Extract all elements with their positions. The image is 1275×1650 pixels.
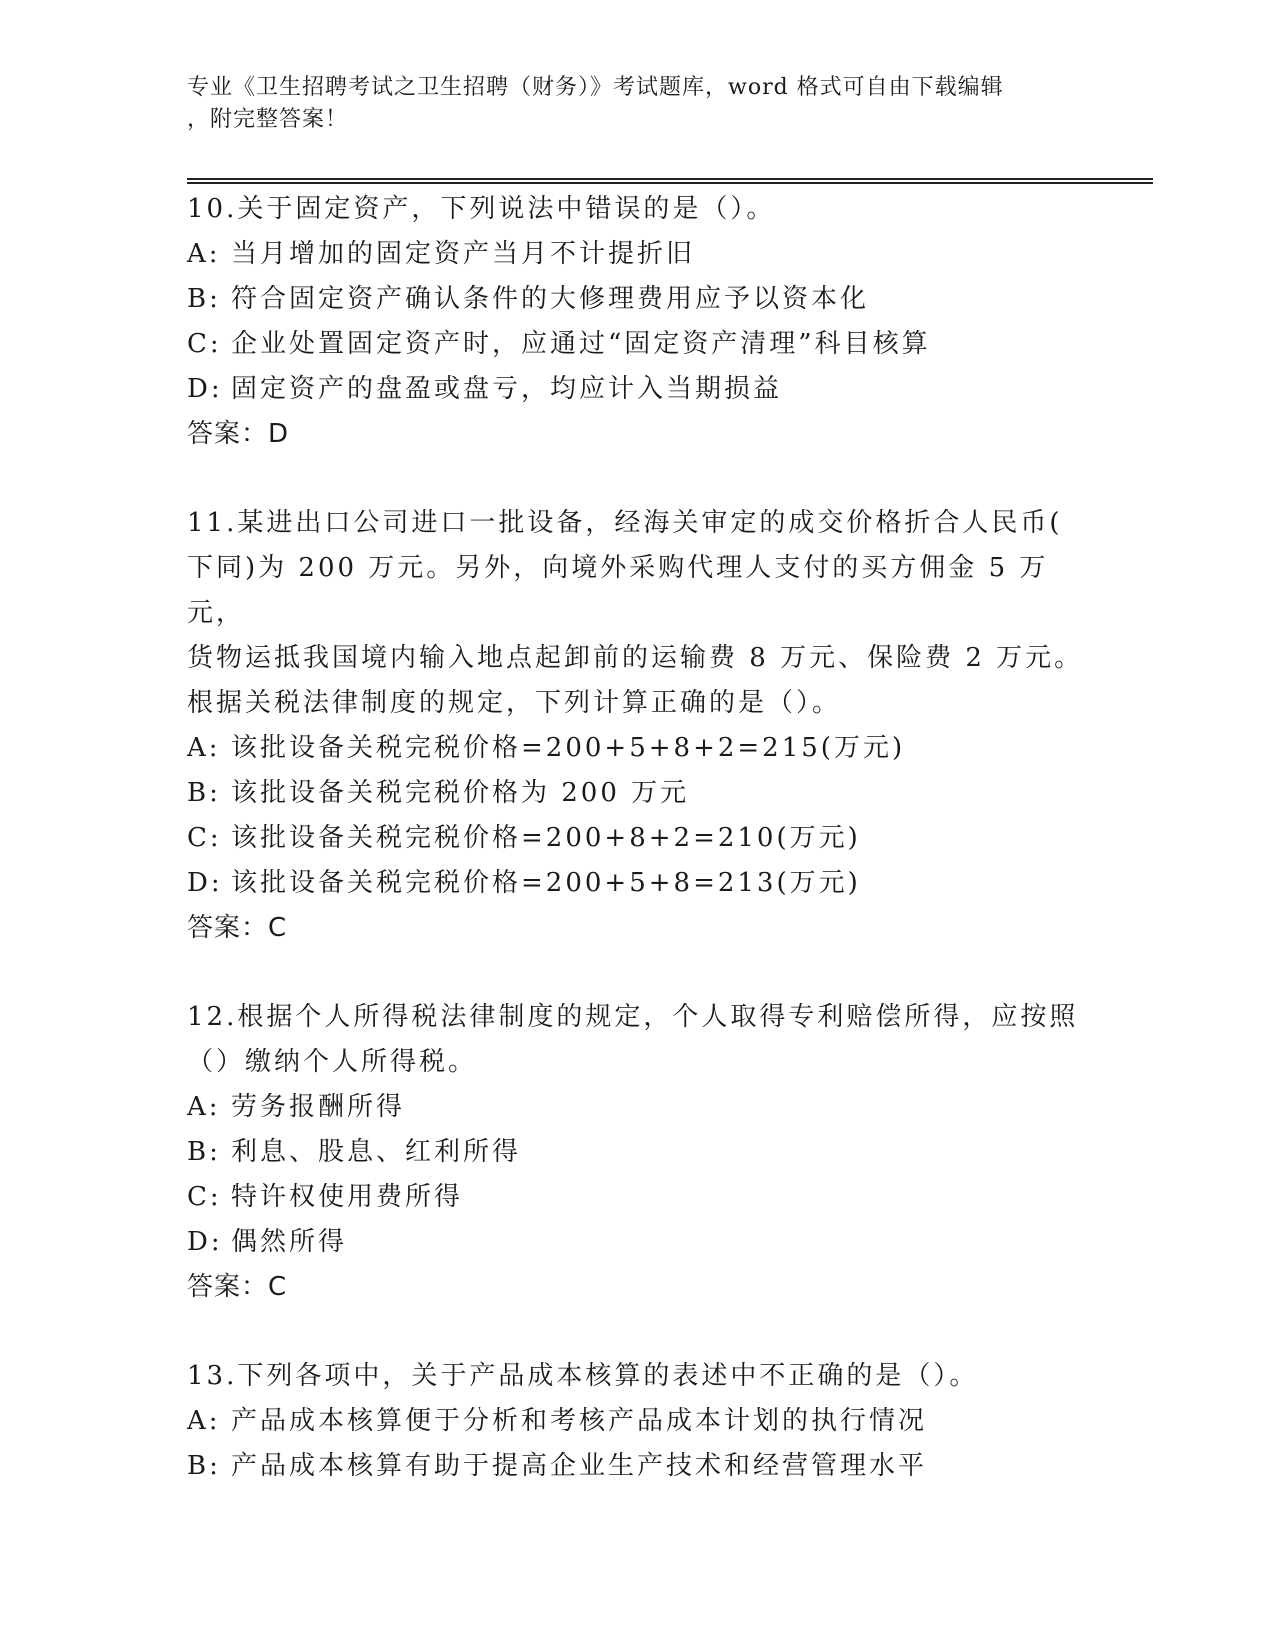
question-stem-line: 13.下列各项中，关于产品成本核算的表述中不正确的是（）。 bbox=[187, 1361, 979, 1391]
question-stem-line: 11.某进出口公司进口一批设备，经海关审定的成交价格折合人民币( bbox=[187, 508, 1063, 538]
option-text: 劳务报酬所得 bbox=[231, 1092, 406, 1122]
header-line-2: ，附完整答案！ bbox=[187, 107, 349, 132]
question-stem-line: 根据关税法律制度的规定，下列计算正确的是（）。 bbox=[187, 688, 842, 718]
option-text: 偶然所得 bbox=[231, 1227, 348, 1257]
answer-option bbox=[187, 726, 1087, 771]
option-text: 该批设备关税完税价格为 200 万元 bbox=[231, 778, 690, 808]
option-text: 企业处置固定资产时，应通过“固定资产清理”科目核算 bbox=[231, 329, 931, 359]
option-letter: B: bbox=[187, 778, 221, 808]
question-stem-line: 货物运抵我国境内输入地点起卸前的运输费 8 万元、保险费 2 万元。 bbox=[187, 643, 1084, 673]
option-text: 固定资产的盘盈或盘亏，均应计入当期损益 bbox=[231, 374, 783, 404]
answer-key: 答案：C bbox=[187, 1272, 288, 1302]
question-stem-line: 下同)为 200 万元。另外，向境外采购代理人支付的买方佣金 5 万元， bbox=[187, 553, 1049, 628]
answer-option bbox=[187, 232, 1087, 277]
answer-key: 答案：C bbox=[187, 913, 288, 943]
question-spacer bbox=[187, 457, 1087, 501]
option-text: 产品成本核算有助于提高企业生产技术和经营管理水平 bbox=[231, 1451, 928, 1481]
option-letter: B: bbox=[187, 1137, 221, 1167]
option-text: 利息、股息、红利所得 bbox=[231, 1137, 522, 1167]
header-line-1: 专业《卫生招聘考试之卫生招聘（财务）》考试题库，word 格式可自由下载编辑 bbox=[187, 75, 1004, 100]
option-text: 该批设备关税完税价格=200+5+8+2=215(万元) bbox=[231, 733, 906, 763]
option-letter: A: bbox=[187, 239, 221, 269]
option-text: 该批设备关税完税价格=200+5+8=213(万元) bbox=[231, 868, 861, 898]
question-spacer bbox=[187, 1310, 1087, 1354]
option-letter: C: bbox=[187, 329, 222, 359]
option-text: 当月增加的固定资产当月不计提折旧 bbox=[231, 239, 696, 269]
answer-option bbox=[187, 861, 1087, 906]
option-letter: C: bbox=[187, 1182, 222, 1212]
option-letter: D: bbox=[187, 868, 223, 898]
option-letter: A: bbox=[187, 733, 221, 763]
document-header bbox=[187, 72, 1067, 136]
question-item bbox=[187, 1354, 1087, 1489]
answer-option bbox=[187, 816, 1087, 861]
question-stem-line: （）缴纳个人所得税。 bbox=[187, 1047, 478, 1077]
option-text: 特许权使用费所得 bbox=[231, 1182, 464, 1212]
option-letter: D: bbox=[187, 374, 223, 404]
question-list bbox=[187, 187, 1087, 1489]
question-spacer bbox=[187, 951, 1087, 995]
answer-option bbox=[187, 771, 1087, 816]
question-item bbox=[187, 187, 1087, 457]
option-letter: D: bbox=[187, 1227, 223, 1257]
answer-option bbox=[187, 1175, 1087, 1220]
option-letter: B: bbox=[187, 284, 221, 314]
option-letter: C: bbox=[187, 823, 222, 853]
option-text: 该批设备关税完税价格=200+8+2=210(万元) bbox=[231, 823, 861, 853]
answer-option bbox=[187, 322, 1087, 367]
answer-key: 答案：D bbox=[187, 419, 290, 449]
option-text: 产品成本核算便于分析和考核产品成本计划的执行情况 bbox=[231, 1406, 928, 1436]
option-letter: B: bbox=[187, 1451, 221, 1481]
answer-option bbox=[187, 1220, 1087, 1265]
answer-option bbox=[187, 1399, 1087, 1444]
option-text: 符合固定资产确认条件的大修理费用应予以资本化 bbox=[231, 284, 870, 314]
option-letter: A: bbox=[187, 1092, 221, 1122]
answer-option bbox=[187, 367, 1087, 412]
header-divider-top bbox=[187, 178, 1153, 180]
question-stem-line: 10.关于固定资产，下列说法中错误的是（）。 bbox=[187, 194, 776, 224]
option-letter: A: bbox=[187, 1406, 221, 1436]
header-divider-bottom bbox=[187, 182, 1153, 184]
question-item bbox=[187, 995, 1087, 1310]
answer-option bbox=[187, 1130, 1087, 1175]
answer-option bbox=[187, 1444, 1087, 1489]
answer-option bbox=[187, 1085, 1087, 1130]
answer-option bbox=[187, 277, 1087, 322]
question-stem-line: 12.根据个人所得税法律制度的规定，个人取得专利赔偿所得，应按照 bbox=[187, 1002, 1079, 1032]
question-item bbox=[187, 501, 1087, 951]
